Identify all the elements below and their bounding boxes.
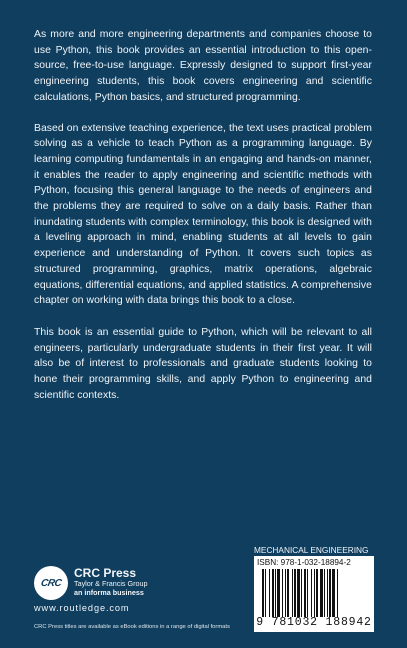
barcode-panel [254, 545, 374, 633]
barcode-stripe [285, 569, 286, 617]
barcode-stripe [294, 569, 296, 617]
barcode-stripe [314, 569, 315, 617]
barcode-stripe [292, 569, 293, 617]
description-paragraph-3: This book is an essential guide to Python, which will be relevant to all engineers, particularly undergraduate students in their first year. It will also be of interest to professionals and graduate students looking to hone their programming skills, and apply Python to engineering and scientific contexts. [34, 326, 372, 401]
barcode-box [254, 556, 374, 632]
publisher-details [74, 567, 234, 597]
barcode-stripe [282, 569, 283, 617]
publisher-business: an informa business [74, 587, 144, 597]
crc-logo-text: CRC [39, 577, 63, 589]
publisher-group: Taylor & Francis Group [74, 579, 148, 588]
barcode-stripe [287, 569, 289, 617]
barcode-stripe [277, 569, 280, 617]
subject-category: MECHANICAL ENGINEERING [254, 545, 369, 555]
barcode-stripe [307, 569, 308, 617]
publisher-website: www.routledge.com [34, 603, 130, 613]
barcode-stripe [332, 569, 335, 617]
barcode-stripe [265, 569, 266, 617]
barcode-stripe [329, 569, 331, 617]
barcode-stripe [320, 569, 323, 617]
barcode-icon [257, 569, 371, 617]
barcode-stripe [324, 569, 325, 617]
barcode-stripe [272, 569, 274, 617]
barcode-stripe [301, 569, 302, 617]
barcode-stripe [327, 569, 328, 617]
crc-press-logo-icon [34, 566, 68, 600]
description-paragraph-1: As more and more engineering departments and companies choose to use Python, this book provides an essential introduction to this open-source, free-to-use language. Expressly designed to support first-year engineering students, this book covers engineering and scientific calculations, Python basics, and structured programming. [34, 29, 372, 103]
barcode-stripe [304, 569, 306, 617]
barcode-stripe [275, 569, 276, 617]
barcode-stripe [316, 569, 318, 617]
barcode-stripe [337, 569, 338, 617]
barcode-number: 9 781032 188942 [256, 616, 372, 629]
book-description [34, 27, 372, 418]
barcode-stripe [269, 569, 270, 617]
ebook-availability-note: CRC Press titles are available as eBook editions in a range of digital formats [34, 624, 230, 630]
barcode-stripe [297, 569, 300, 617]
description-paragraph-2: Based on extensive teaching experience, the text uses practical problem solving as a vehicle to teach Python as a programming language. By learning computing fundamentals in an engaging and hands-on manner, it enables the reader to apply engineering and scientific methods with Python, focusing this general language to the needs of engineers and the problems they are required to solve on a daily basis. Rather than inundating students with complex terminology, this book is designed with a leveling approach in mind, enabling students at all levels to gain experience and understanding of Python. It covers such topics as structured programming, graphics, matrix operations, algebraic equations, differential equations, and applied statistics. A comprehensive chapter on working with data brings this book to a close. [34, 122, 372, 307]
barcode-stripe [262, 569, 264, 617]
publisher-name: CRC Press [74, 566, 137, 580]
barcode-stripe [311, 569, 312, 617]
isbn-label: ISBN: 978-1-032-18894-2 [257, 558, 351, 567]
